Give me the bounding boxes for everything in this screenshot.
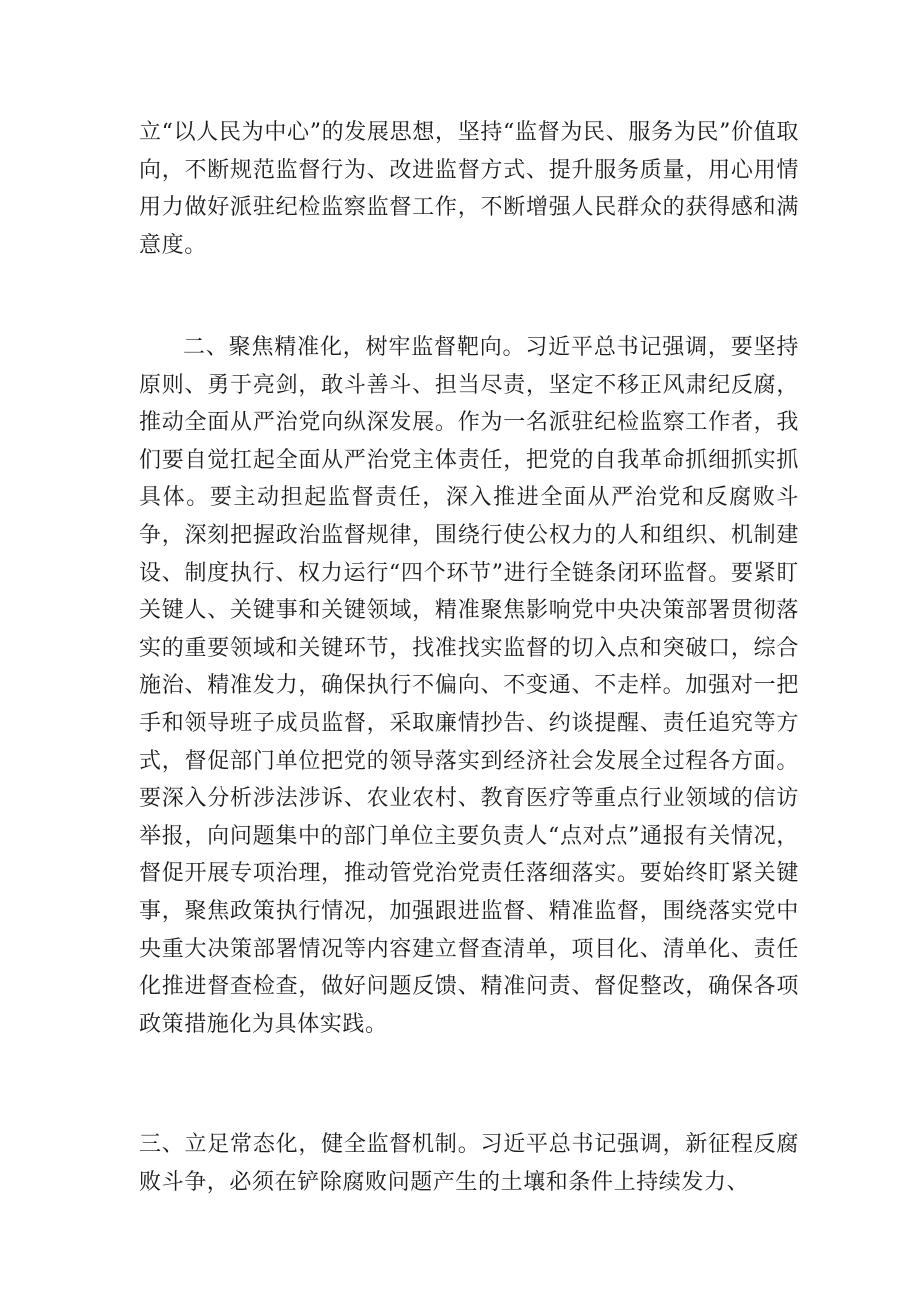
paragraph-1: 立“以人民为中心”的发展思想，坚持“监督为民、服务为民”价值取向，不断规范监督行为、改进监督方式、提升服务质量，用心用情用力做好派驻纪检监察监督工作，不断增强人民群众的获得感和满意度。: [139, 120, 799, 258]
paragraph-2: 二、聚焦精准化，树牢监督靶向。习近平总书记强调，要坚持原则、勇于亮剑，敢斗善斗、担当尽责，坚定不移正风肃纪反腐，推动全面从严治党向纵深发展。作为一名派驻纪检监察工作者，我们要自觉扛起全面从严治党主体责任，把党的自我革命抓细抓实抓具体。要主动担起监督责任，深入推进全面从严治党和反腐败斗争，深刻把握政治监督规律，围绕行使公权力的人和组织、机制建设、制度执行、权力运行“四个环节”进行全链条闭环监督。要紧盯关键人、关键事和关键领域，精准聚焦影响党中央决策部署贯彻落实的重要领域和关键环节，找准找实监督的切入点和突破口，综合施治、精准发力，确保执行不偏向、不变通、不走样。加强对一把手和领导班子成员监督，采取廉情抄告、约谈提醒、责任追究等方式，督促部门单位把党的领导落实到经济社会发展全过程各方面。要深入分析涉法涉诉、农业农村、教育医疗等重点行业领域的信访举报，向问题集中的部门单位主要负责人“点对点”通报有关情况，督促开展专项治理，推动管党治党责任落细落实。要始终盯紧关键事，聚焦政策执行情况，加强跟进监督、精准监督，围绕落实党中央重大决策部署情况等内容建立督查清单，项目化、清单化、责任化推进督查检查，做好问题反馈、精准问责、督促整改，确保各项政策措施化为具体实践。: [139, 335, 799, 1037]
paragraph-3: 三、立足常态化，健全监督机制。习近平总书记强调，新征程反腐败斗争，必须在铲除腐败问题产生的土壤和条件上持续发力、: [139, 1132, 799, 1195]
